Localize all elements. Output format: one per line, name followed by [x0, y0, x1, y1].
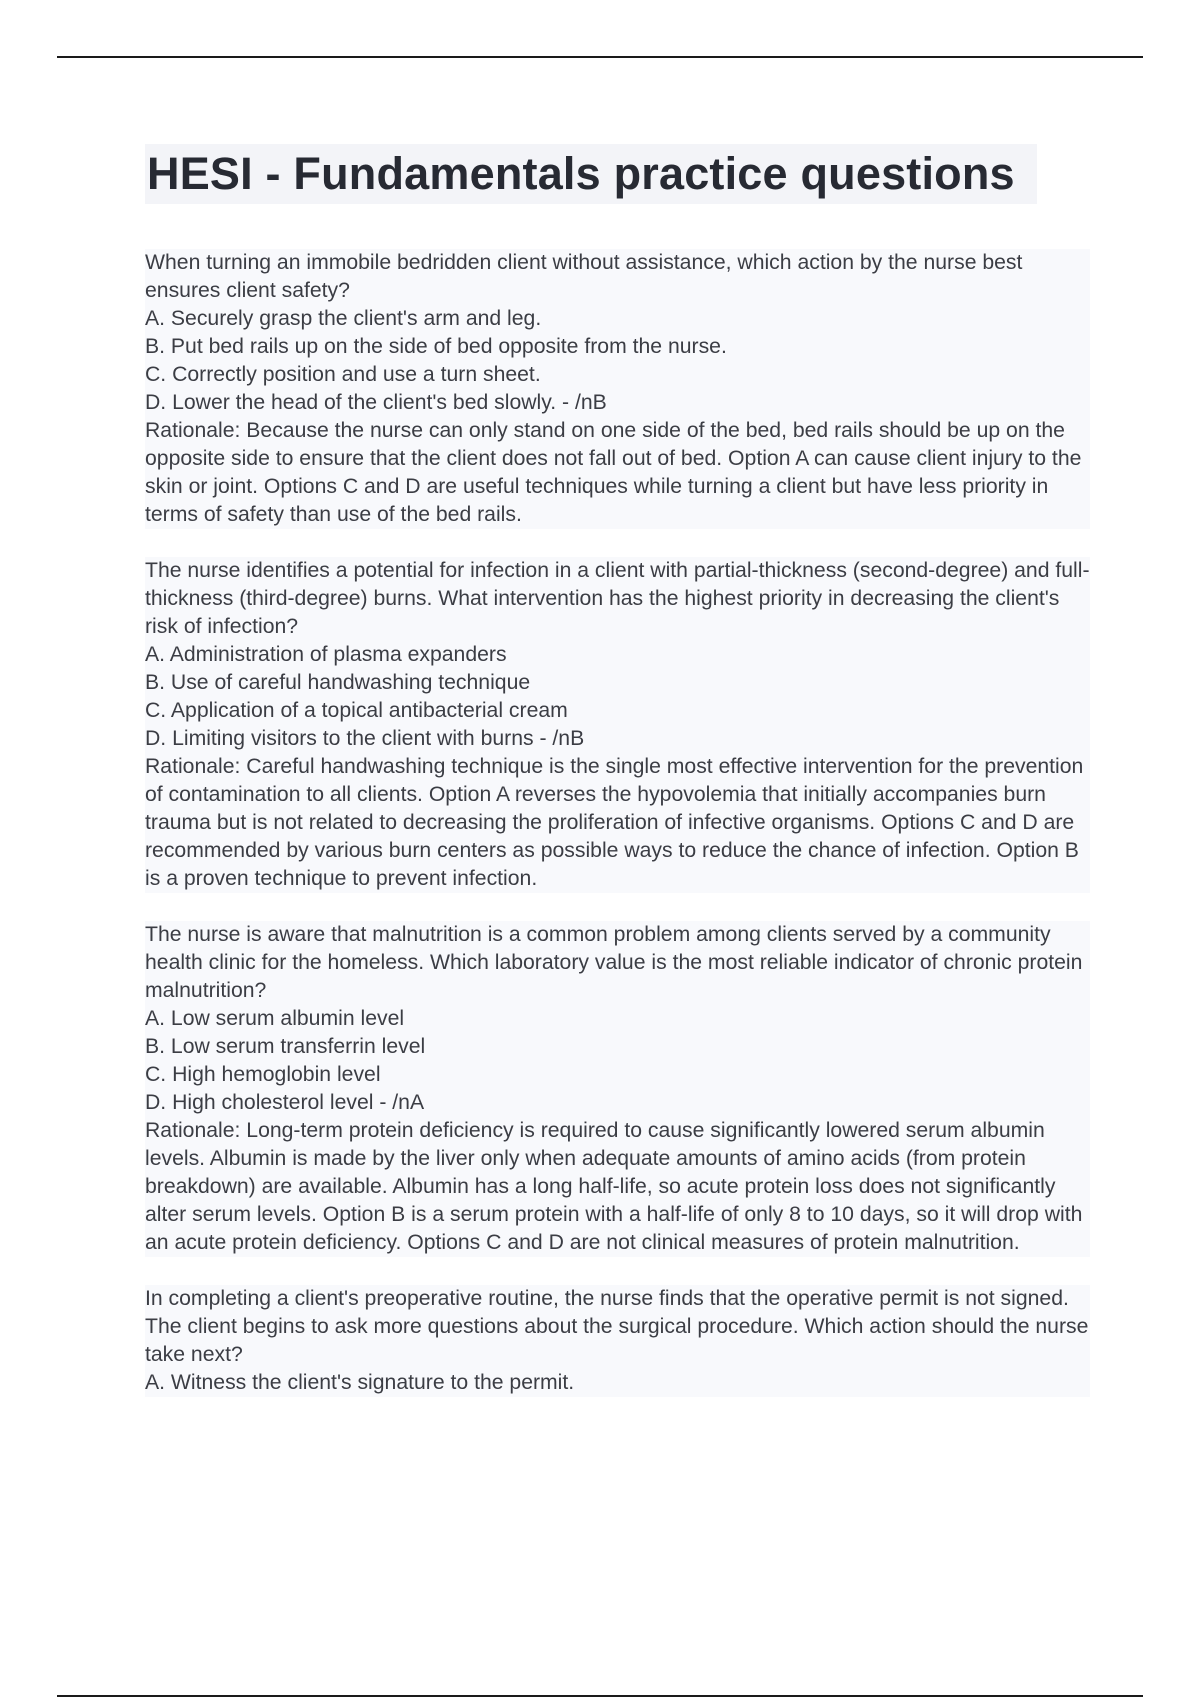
- answer-option-a: A. Witness the client's signature to the permit.: [145, 1371, 575, 1394]
- question-stem: The nurse is aware that malnutrition is a common problem among clients served by a community health clinic for the homeless. Which laboratory value is the most reliable indicator of chronic protein malnutrition?: [145, 923, 1083, 1002]
- answer-option-b: B. Use of careful handwashing technique: [145, 671, 531, 694]
- question-block-2: [145, 557, 1090, 893]
- answer-option-b: B. Low serum transferrin level: [145, 1035, 426, 1058]
- question-stem: In completing a client's preoperative routine, the nurse finds that the operative permit is not signed. The client begins to ask more questions about the surgical procedure. Which action should the nurse take next?: [145, 1287, 1089, 1366]
- header-rule: [57, 56, 1143, 58]
- answer-option-c: C. Application of a topical antibacterial cream: [145, 699, 568, 722]
- rationale-text: Rationale: Long-term protein deficiency is required to cause significantly lowered serum albumin levels. Albumin is made by the liver only when adequate amounts of amino acids (from protein breakdown) are available. Albumin has a long half-life, so acute protein loss does not significantly alter serum levels. Option B is a serum protein with a half-life of only 8 to 10 days, so it will drop with an acute protein deficiency. Options C and D are not clinical measures of protein malnutrition.: [145, 1119, 1083, 1254]
- page-title: HESI - Fundamentals practice questions: [145, 144, 1037, 204]
- question-block-1: [145, 249, 1090, 529]
- question-block-3: [145, 921, 1090, 1257]
- answer-option-a: A. Securely grasp the client's arm and leg.: [145, 307, 542, 330]
- answer-option-a: A. Low serum albumin level: [145, 1007, 405, 1030]
- question-list: [145, 249, 1090, 1397]
- answer-option-d: D. Limiting visitors to the client with burns - /nB: [145, 727, 585, 750]
- answer-option-a: A. Administration of plasma expanders: [145, 643, 507, 666]
- question-stem: When turning an immobile bedridden client without assistance, which action by the nurse best ensures client safety?: [145, 251, 1023, 302]
- answer-option-c: C. High hemoglobin level: [145, 1063, 381, 1086]
- page-content: [145, 144, 1090, 1425]
- question-block-4: [145, 1285, 1090, 1397]
- answer-option-d: D. Lower the head of the client's bed slowly. - /nB: [145, 391, 607, 414]
- answer-option-b: B. Put bed rails up on the side of bed opposite from the nurse.: [145, 335, 727, 358]
- answer-option-d: D. High cholesterol level - /nA: [145, 1091, 425, 1114]
- question-stem: The nurse identifies a potential for infection in a client with partial-thickness (second-degree) and full-thickness (third-degree) burns. What intervention has the highest priority in decreasing the client's risk of infection?: [145, 559, 1090, 638]
- answer-option-c: C. Correctly position and use a turn sheet.: [145, 363, 541, 386]
- rationale-text: Rationale: Careful handwashing technique is the single most effective intervention for the prevention of contamination to all clients. Option A reverses the hypovolemia that initially accompanies burn trauma but is not related to decreasing the proliferation of infective organisms. Options C and D are recommended by various burn centers as possible ways to reduce the chance of infection. Option B is a proven technique to prevent infection.: [145, 755, 1084, 890]
- footer-rule: [57, 1695, 1143, 1697]
- rationale-text: Rationale: Because the nurse can only stand on one side of the bed, bed rails should be up on the opposite side to ensure that the client does not fall out of bed. Option A can cause client injury to the skin or joint. Options C and D are useful techniques while turning a client but have less priority in terms of safety than use of the bed rails.: [145, 419, 1082, 526]
